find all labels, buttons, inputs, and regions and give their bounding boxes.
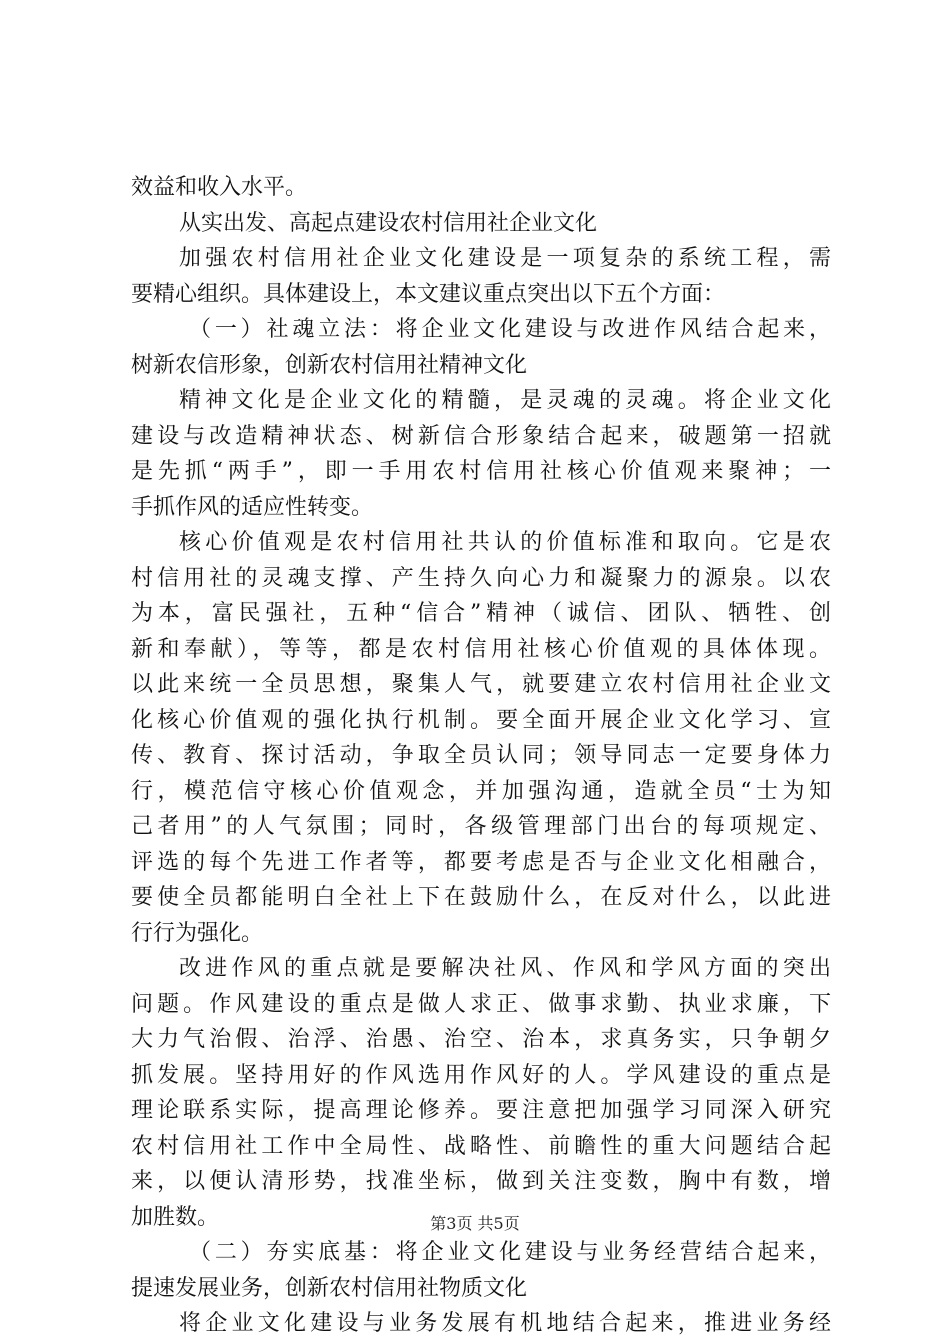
text-line: 树新农信形象，创新农村信用社精神文化 [131, 352, 528, 378]
page-footer: 第3页 共5页 [430, 1214, 520, 1233]
text-line: 问题。作风建设的重点是做人求正、做事求勤、执业求廉，下 [131, 991, 831, 1017]
text-line: 以此来统一全员思想，聚集人气，就要建立农村信用社企业文 [131, 672, 831, 697]
text-line: 理论联系实际，提高理论修养。要注意把加强学习同深入研究 [131, 1098, 831, 1123]
text-line: 农村信用社工作中全局性、战略性、前瞻性的重大问题结合起 [131, 1133, 831, 1159]
text-line: 提速发展业务，创新农村信用社物质文化 [131, 1275, 528, 1301]
text-line: 村信用社的灵魂支撑、产生持久向心力和凝聚力的源泉。以农 [131, 565, 831, 591]
text-line: 抓发展。坚持用好的作风选用作风好的人。学风建设的重点是 [131, 1062, 831, 1088]
document-body [131, 170, 831, 1342]
text-line: 要使全员都能明白全社上下在鼓励什么，在反对什么，以此进 [131, 885, 831, 910]
text-line: 行行为强化。 [131, 920, 264, 946]
text-line: 传、教育、探讨活动，争取全员认同；领导同志一定要身体力 [131, 743, 831, 768]
text-line: 新和奉献），等等，都是农村信用社核心价值观的具体体现。 [131, 636, 831, 662]
text-line: 评选的每个先进工作者等，都要考虑是否与企业文化相融合， [131, 849, 831, 875]
text-line: 化核心价值观的强化执行机制。要全面开展企业文化学习、宣 [131, 707, 831, 733]
text-line: 加强农村信用社企业文化建设是一项复杂的系统工程，需 [179, 246, 831, 271]
text-line: （二）夯实底基：将企业文化建设与业务经营结合起来， [189, 1240, 831, 1265]
text-line: 己者用”的人气氛围；同时，各级管理部门出台的每项规定、 [131, 814, 831, 839]
text-line: 为本，富民强社，五种“信合”精神（诚信、团队、牺牲、创 [131, 601, 831, 626]
text-line: 改进作风的重点就是要解决社风、作风和学风方面的突出 [179, 956, 831, 981]
text-line: 从实出发、高起点建设农村信用社企业文化 [179, 210, 598, 236]
text-line: （一）社魂立法：将企业文化建设与改进作风结合起来， [189, 317, 831, 342]
text-line: 是先抓“两手”，即一手用农村信用社核心价值观来聚神；一 [131, 459, 831, 484]
text-line: 效益和收入水平。 [131, 175, 308, 200]
text-line: 建设与改造精神状态、树新信合形象结合起来，破题第一招就 [131, 423, 831, 449]
text-line: 加胜数。 [131, 1204, 220, 1230]
text-line: 行，模范信守核心价值观念，并加强沟通，造就全员“士为知 [131, 778, 831, 804]
text-line: 将企业文化建设与业务发展有机地结合起来，推进业务经 [179, 1311, 831, 1336]
text-line: 大力气治假、治浮、治愚、治空、治本，求真务实，只争朝夕 [131, 1027, 831, 1052]
text-line: 来，以便认清形势，找准坐标，做到关注变数，胸中有数，增 [131, 1169, 831, 1194]
text-line: 精神文化是企业文化的精髓，是灵魂的灵魂。将企业文化 [179, 388, 831, 413]
text-line: 核心价值观是农村信用社共认的价值标准和取向。它是农 [179, 530, 831, 555]
text-line: 要精心组织。具体建设上，本文建议重点突出以下五个方面： [131, 281, 726, 307]
text-line: 手抓作风的适应性转变。 [131, 494, 374, 520]
